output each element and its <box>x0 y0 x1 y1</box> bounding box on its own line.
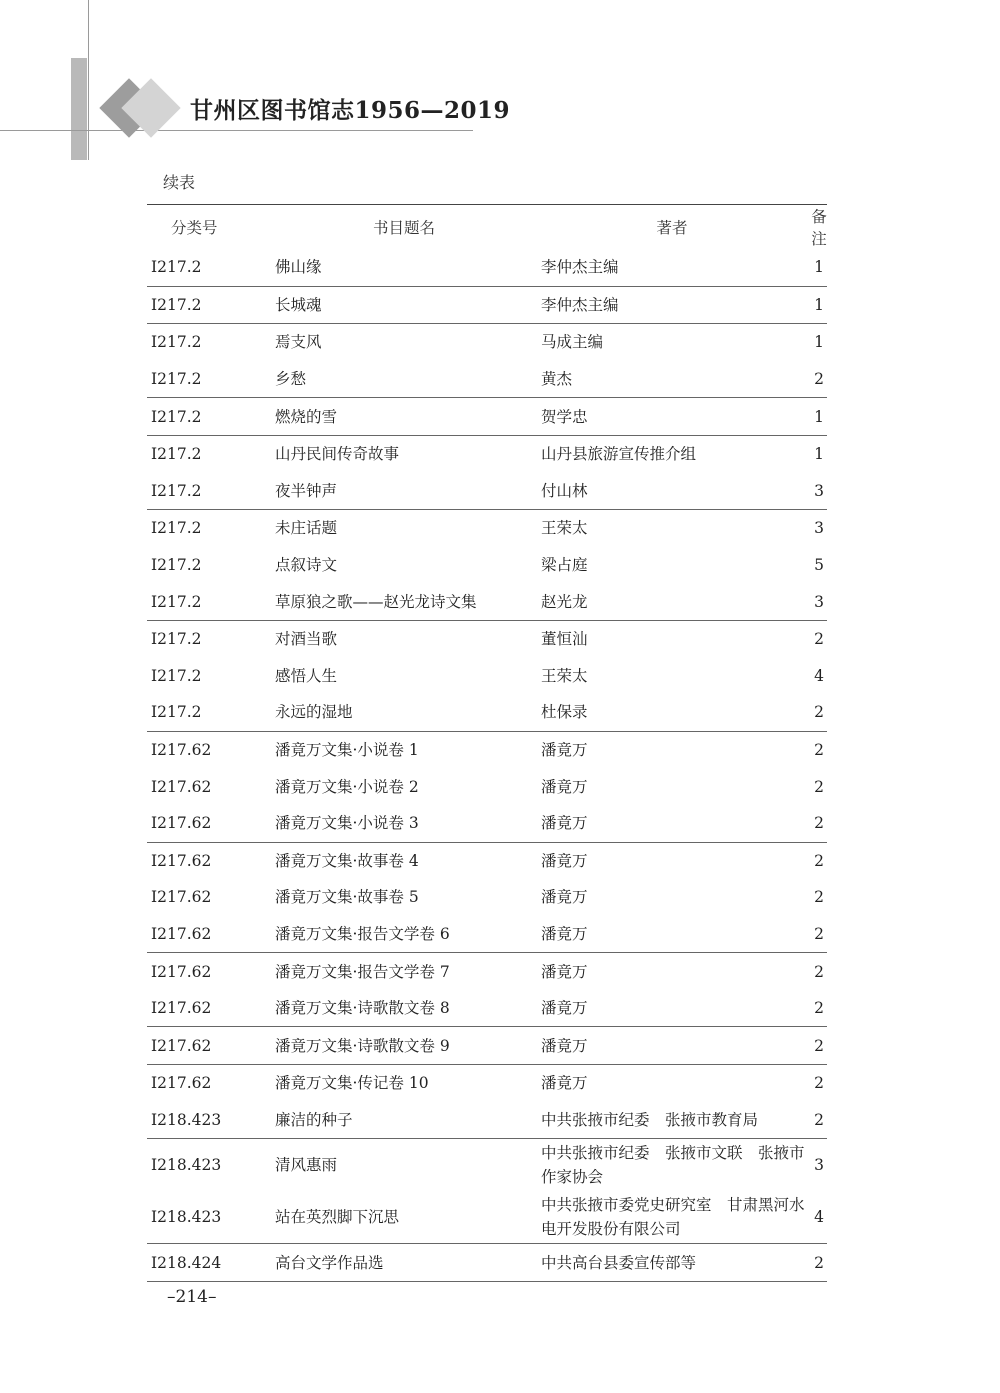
header-note: 备注 <box>811 205 827 250</box>
cell-author: 中共高台县委宣传部等 <box>537 1244 811 1282</box>
cell-class-number: I217.2 <box>151 258 202 277</box>
cell-author: 赵光龙 <box>541 592 588 611</box>
cell-title: 对酒当歌 <box>271 620 537 657</box>
cell-note: 2 <box>811 620 827 657</box>
cell-title: 燃烧的雪 <box>271 398 537 436</box>
table-row <box>147 547 827 584</box>
cell-author: 潘竟万 <box>541 924 588 943</box>
header-author: 著者 <box>537 205 811 250</box>
cell-class-number: I217.62 <box>151 924 212 943</box>
cell-author: 中共张掖市纪委 张掖市教育局 <box>541 1110 759 1129</box>
cell-author: 潘竟万 <box>537 1065 811 1102</box>
table-row <box>147 842 827 879</box>
cell-title: 潘竟万文集·故事卷 4 <box>271 842 537 879</box>
cell-title: 站在英烈脚下沉思 <box>275 1208 400 1227</box>
cell-author: 潘竟万 <box>537 731 811 768</box>
cell-author: 中共张掖市委党史研究室 甘肃黑河水电开发股份有限公司 <box>541 1196 805 1239</box>
margin-rule <box>88 0 89 160</box>
cell-note: 2 <box>814 1110 824 1129</box>
cell-class-number: I217.62 <box>147 842 271 879</box>
cell-author: 马成主编 <box>537 324 811 361</box>
cell-class-number: I217.62 <box>151 777 212 796</box>
cell-title: 长城魂 <box>271 286 537 324</box>
cell-note: 1 <box>811 398 827 436</box>
table-row <box>147 990 827 1027</box>
table-row <box>147 916 827 953</box>
cell-author: 潘竟万 <box>537 1027 811 1065</box>
cell-note: 2 <box>811 1065 827 1102</box>
table-row <box>147 324 827 361</box>
cell-note: 2 <box>814 924 824 943</box>
cell-note: 5 <box>814 556 824 575</box>
cell-class-number: I217.62 <box>151 999 212 1018</box>
table-row <box>147 879 827 916</box>
cell-author: 王荣太 <box>541 666 588 685</box>
cell-class-number: I218.423 <box>151 1110 222 1129</box>
cell-title: 潘竟万文集·传记卷 10 <box>271 1065 537 1102</box>
table-header-row <box>147 205 827 250</box>
cell-note: 2 <box>814 814 824 833</box>
cell-class-number: I217.2 <box>147 286 271 324</box>
cell-class-number: I217.62 <box>147 731 271 768</box>
cell-class-number: I217.2 <box>147 620 271 657</box>
cell-title: 山丹民间传奇故事 <box>271 435 537 472</box>
cell-title: 潘竟万文集·报告文学卷 7 <box>271 953 537 990</box>
cell-title: 感悟人生 <box>275 666 338 685</box>
cell-title: 高台文学作品选 <box>271 1244 537 1282</box>
cell-author: 潘竟万 <box>537 953 811 990</box>
cell-note: 1 <box>811 324 827 361</box>
cell-title: 潘竟万文集·小说卷 2 <box>275 777 419 796</box>
cell-class-number: I217.2 <box>147 510 271 547</box>
cell-author: 黄杰 <box>541 370 573 389</box>
cell-class-number: I218.424 <box>147 1244 271 1282</box>
cell-author: 潘竟万 <box>537 842 811 879</box>
cell-note: 2 <box>811 1027 827 1065</box>
cell-title: 佛山缘 <box>275 258 322 277</box>
cell-title: 潘竟万文集·诗歌散文卷 9 <box>271 1027 537 1065</box>
cell-note: 2 <box>811 842 827 879</box>
table-row <box>147 1244 827 1282</box>
cell-title: 草原狼之歌——赵光龙诗文集 <box>275 592 477 611</box>
cell-title: 焉支风 <box>271 324 537 361</box>
cell-note: 2 <box>814 888 824 907</box>
cell-class-number: I217.62 <box>151 888 212 907</box>
cell-title: 清风惠雨 <box>271 1139 537 1192</box>
cell-author: 潘竟万 <box>541 777 588 796</box>
cell-class-number: I217.62 <box>147 953 271 990</box>
cell-class-number: I217.2 <box>151 370 202 389</box>
table-row <box>147 1065 827 1102</box>
cell-title: 点叙诗文 <box>275 556 338 575</box>
table-row <box>147 768 827 805</box>
cell-title: 乡愁 <box>275 370 307 389</box>
cell-note: 3 <box>811 510 827 547</box>
table-row <box>147 435 827 472</box>
cell-note: 2 <box>814 999 824 1018</box>
cell-author: 董恒汕 <box>537 620 811 657</box>
cell-class-number: I217.2 <box>147 398 271 436</box>
margin-bar <box>71 58 87 160</box>
cell-title: 潘竟万文集·报告文学卷 6 <box>275 924 450 943</box>
table-row <box>147 249 827 286</box>
cell-class-number: I217.2 <box>147 324 271 361</box>
cell-note: 4 <box>814 1208 824 1227</box>
cell-note: 1 <box>814 258 824 277</box>
table-row <box>147 620 827 657</box>
cell-author: 中共张掖市纪委 张掖市文联 张掖市作家协会 <box>537 1139 811 1192</box>
cell-author: 杜保录 <box>541 703 588 722</box>
header-title: 书目题名 <box>271 205 537 250</box>
table-row <box>147 1139 827 1192</box>
cell-note: 3 <box>811 1139 827 1192</box>
cell-title: 潘竟万文集·故事卷 5 <box>275 888 419 907</box>
cell-note: 1 <box>811 286 827 324</box>
cell-note: 1 <box>811 435 827 472</box>
cell-class-number: I217.2 <box>151 666 202 685</box>
cell-title: 永远的湿地 <box>275 703 353 722</box>
cell-note: 2 <box>811 953 827 990</box>
table-row <box>147 361 827 398</box>
table-row <box>147 953 827 990</box>
cell-author: 付山林 <box>541 481 588 500</box>
page-number: –214– <box>167 1287 217 1307</box>
cell-note: 2 <box>814 370 824 389</box>
cell-class-number: I218.423 <box>147 1139 271 1192</box>
cell-author: 贺学忠 <box>537 398 811 436</box>
table-row <box>147 1102 827 1139</box>
table-row <box>147 286 827 324</box>
book-title: 甘州区图书馆志1956—2019 <box>190 97 511 124</box>
cell-note: 4 <box>814 666 824 685</box>
cell-note: 3 <box>814 481 824 500</box>
cell-title: 潘竟万文集·小说卷 3 <box>275 814 419 833</box>
cell-class-number: I217.2 <box>151 592 202 611</box>
cell-class-number: I217.62 <box>147 1065 271 1102</box>
header-rule <box>0 130 473 131</box>
table-row <box>147 398 827 436</box>
cell-title: 潘竟万文集·小说卷 1 <box>271 731 537 768</box>
cell-class-number: I217.62 <box>147 1027 271 1065</box>
cell-note: 2 <box>811 1244 827 1282</box>
cell-author: 潘竟万 <box>541 814 588 833</box>
cell-title: 夜半钟声 <box>275 481 338 500</box>
cell-author: 山丹县旅游宣传推介组 <box>537 435 811 472</box>
cell-class-number: I217.2 <box>147 435 271 472</box>
cell-author: 李仲杰主编 <box>537 286 811 324</box>
table-row <box>147 1027 827 1065</box>
table-row <box>147 805 827 842</box>
cell-class-number: I217.2 <box>151 556 202 575</box>
cell-title: 潘竟万文集·诗歌散文卷 8 <box>275 999 450 1018</box>
cell-author: 王荣太 <box>537 510 811 547</box>
cell-class-number: I217.2 <box>151 703 202 722</box>
cell-note: 3 <box>814 592 824 611</box>
table-row <box>147 473 827 510</box>
table-row <box>147 510 827 547</box>
cell-title: 未庄话题 <box>271 510 537 547</box>
cell-author: 潘竟万 <box>541 888 588 907</box>
table-row <box>147 1191 827 1244</box>
table-row <box>147 731 827 768</box>
cell-class-number: I217.2 <box>151 481 202 500</box>
cell-title: 廉洁的种子 <box>275 1110 353 1129</box>
cell-author: 潘竟万 <box>541 999 588 1018</box>
cell-author: 梁占庭 <box>541 556 588 575</box>
table-row <box>147 583 827 620</box>
table-row <box>147 694 827 731</box>
table-body <box>147 249 827 1281</box>
header-class-number: 分类号 <box>147 205 271 250</box>
cell-class-number: I218.423 <box>151 1208 222 1227</box>
continued-label: 续表 <box>163 173 196 192</box>
cell-note: 2 <box>814 777 824 796</box>
catalog-table <box>147 204 827 1282</box>
cell-author: 李仲杰主编 <box>541 258 619 277</box>
cell-note: 2 <box>811 731 827 768</box>
table-row <box>147 658 827 695</box>
cell-note: 2 <box>814 703 824 722</box>
cell-class-number: I217.62 <box>151 814 212 833</box>
